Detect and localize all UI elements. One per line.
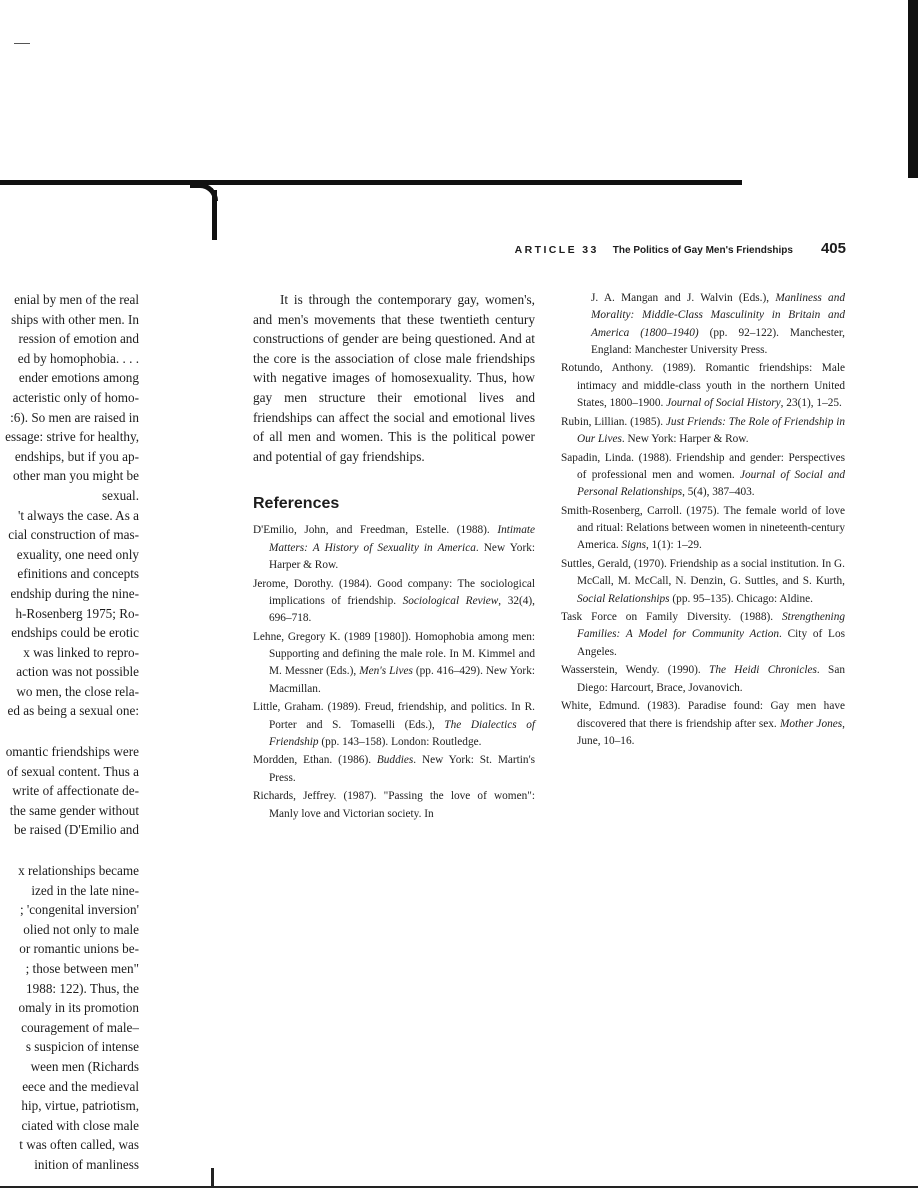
fragment-line: other man you might be [13, 468, 139, 484]
fragment-line: ed as being a sexual one: [7, 703, 139, 719]
reference-entry [253, 522, 535, 574]
paragraph-gap [0, 721, 139, 742]
fragment-line: action was not possible [16, 664, 139, 680]
reference-continuation [561, 290, 845, 359]
reference-entry [253, 752, 535, 787]
reference-title: Manliness and Morality: Middle-Class Masculinity in Britain and America (1800–1940) [591, 292, 845, 339]
fragment-line: the same gender without [9, 802, 139, 818]
reference-text: . New York: Harper & Row. [269, 541, 535, 571]
reference-text: , 5(4), 387–403. [682, 486, 755, 499]
reference-text: Lehne, Gregory K. (1989 [1980]). Homophobia among men: Supporting and defining the male role. In M. Kimmel and M. Messner (Eds.), [253, 630, 535, 678]
fragment-line: ween men (Richards [30, 1058, 139, 1074]
reference-text: Little, Graham. (1989). Freud, friendship, and politics. In R. Porter and S. Tomaselli (Eds.), [253, 701, 535, 731]
reference-title: The Dialectics of Friendship [269, 718, 535, 748]
fragment-line: exuality, one need only [16, 546, 139, 562]
gutter-shadow-rule [0, 180, 742, 185]
fragment-line: endships could be erotic [11, 625, 139, 641]
reference-title: Journal of Social History [666, 397, 781, 410]
reference-text: (pp. 416–429). New York: Macmillan. [269, 665, 535, 695]
reference-text: Rotundo, Anthony. (1989). Romantic friendships: Male intimacy and middle-class youth in the northern United States, 1800–1900. [561, 362, 845, 410]
reference-entry [253, 629, 535, 698]
paragraph-gap [0, 840, 139, 861]
fragment-line: x relationships became [18, 863, 139, 879]
reference-text: (pp. 95–135). Chicago: Aldine. [669, 592, 813, 605]
reference-title: Mother Jones [779, 717, 843, 730]
reference-entry [561, 360, 845, 412]
page-edge-bar [908, 0, 918, 178]
middle-column [253, 290, 535, 824]
reference-text: , 1(1): 1–29. [646, 539, 702, 552]
reference-text: J. A. Mangan and J. Walvin (Eds.), [591, 292, 776, 304]
fragment-line: 1988: 122). Thus, the [26, 980, 139, 996]
reference-text: , 32(4), 696–718. [269, 594, 535, 625]
reference-text: , 23(1), 1–25. [780, 397, 842, 410]
reference-text: Richards, Jeffrey. (1987). "Passing the love of women": Manly love and Victorian society. In [253, 790, 535, 820]
running-title: The Politics of Gay Men's Friendships [612, 245, 793, 256]
reference-text: Wasserstein, Wendy. (1990). [561, 664, 710, 677]
reference-title: The Heidi Chronicles [709, 664, 817, 677]
fragment-line: of sexual content. Thus a [7, 763, 139, 779]
fragment-line: inition of manliness [34, 1156, 139, 1172]
fragment-line: efinitions and concepts [17, 566, 139, 582]
reference-entry [561, 556, 845, 608]
fragment-line: couragement of male– [21, 1019, 139, 1035]
fragment-line: ed by homophobia. . . . [17, 350, 139, 366]
reference-entry [561, 450, 845, 502]
reference-title: Sociological Review [402, 594, 499, 607]
fragment-line: ender emotions among [18, 370, 139, 386]
fragment-line: x was linked to repro- [23, 644, 139, 660]
reference-title: Signs [621, 539, 647, 552]
reference-text: Sapadin, Linda. (1988). Friendship and gender: Perspectives of professional men and women. [561, 451, 845, 481]
reference-text: Jerome, Dorothy. (1984). Good company: The sociological implications of friendship. [253, 577, 535, 607]
references-list-col1 [253, 522, 535, 823]
fragment-line: ; 'congenital inversion' [19, 902, 139, 918]
reference-entry [561, 609, 845, 661]
reference-entry [561, 662, 845, 697]
body-paragraph: It is through the contemporary gay, women's, and men's movements that these twentieth century constructions of gender are being questioned. And at the core is the association of close male friendships with negative images of homosexuality. Thus, how gay men structure their emotional lives and friendships can affect the social and emotional lives of all men and women. This is the political power and potential of gay friendships. [253, 292, 535, 464]
fragment-line: sexual. [102, 487, 139, 503]
reference-entry [561, 698, 845, 750]
reference-title: Social Relationships [577, 592, 670, 605]
fragment-line: endship during the nine- [10, 585, 139, 601]
reference-title: Men's Lives [359, 665, 413, 678]
fragment-line: ships with other men. In [11, 311, 139, 327]
fragment-line: s suspicion of intense [25, 1039, 139, 1055]
fragment-line: or romantic unions be- [19, 941, 139, 957]
fragment-line: t was often called, was [19, 1137, 139, 1153]
fragment-line: h-Rosenberg 1975; Ro- [15, 605, 139, 621]
running-header [420, 240, 846, 262]
fragment-line: 't always the case. As a [17, 507, 139, 523]
fragment-line: hip, virtue, patriotism, [21, 1098, 139, 1114]
references-list-col2 [561, 360, 845, 750]
gutter-shadow-stem [212, 190, 217, 240]
reference-text: (pp. 143–158). London: Routledge. [318, 735, 482, 748]
reference-text: . New York: Harper & Row. [621, 432, 749, 445]
reference-entry [561, 414, 845, 449]
reference-title: Strengthening Families: A Model for Community Action [577, 611, 845, 641]
fragment-line: ression of emotion and [18, 331, 139, 347]
reference-text: Smith-Rosenberg, Carroll. (1975). The female world of love and ritual: Relations between women in nineteenth-century America. [561, 504, 845, 552]
right-column [561, 290, 845, 751]
reference-text: Suttles, Gerald, (1970). Friendship as a social institution. In G. McCall, M. McCall, N. Denzin, G. Suttles, and S. Kurth, [561, 557, 845, 588]
fragment-line: ciated with close male [21, 1117, 139, 1133]
reference-text: (pp. 92–122). Manchester, England: Manchester University Press. [591, 326, 845, 356]
reference-entry [253, 788, 535, 823]
fragment-line: enial by men of the real [14, 292, 139, 307]
fragment-line: acteristic only of homo- [12, 389, 139, 405]
fragment-line: omantic friendships were [5, 744, 139, 760]
fragment-line: omaly in its promotion [18, 1000, 139, 1016]
reference-text: . City of Los Angeles. [577, 628, 845, 658]
reference-entry [253, 699, 535, 751]
reference-title: Journal of Social and Personal Relationships [577, 468, 845, 499]
reference-text: White, Edmund. (1983). Paradise found: Gay men have discovered that there is friendship after sex. [561, 700, 845, 730]
margin-mark [14, 43, 30, 44]
reference-text: . San Diego: Harcourt, Brace, Jovanovich. [577, 664, 845, 694]
reference-title: Buddies [376, 754, 414, 767]
fragment-line: write of affectionate de- [12, 783, 139, 799]
reference-entry [561, 290, 845, 359]
fragment-line: eece and the medieval [22, 1078, 139, 1094]
fragment-line: ; those between men" [25, 961, 139, 976]
reference-title: Intimate Matters: A History of Sexuality in America [269, 524, 535, 554]
reference-text: , June, 10–16. [577, 717, 845, 747]
reference-text: D'Emilio, John, and Freedman, Estelle. (1988). [253, 524, 498, 537]
fragment-line: be raised (D'Emilio and [13, 822, 139, 838]
fragment-line: olied not only to male [23, 921, 139, 937]
reference-text: Task Force on Family Diversity. (1988). [561, 611, 783, 624]
previous-page-fragment [0, 290, 139, 1175]
reference-entry [561, 503, 845, 555]
page-number: 405 [820, 240, 846, 257]
reference-entry [253, 576, 535, 628]
fragment-line: endships, but if you ap- [14, 448, 139, 464]
references-heading: References [253, 495, 340, 513]
bottom-gutter-tick [211, 1168, 214, 1188]
reference-text: Mordden, Ethan. (1986). [253, 754, 377, 767]
reference-text: . New York: St. Martin's Press. [269, 754, 536, 784]
fragment-line: :6). So men are raised in [10, 409, 139, 425]
fragment-line: essage: strive for healthy, [5, 429, 139, 445]
fragment-line: ized in the late nine- [31, 882, 139, 898]
fragment-line: cial construction of mas- [8, 527, 139, 543]
reference-text: Rubin, Lillian. (1985). [561, 415, 666, 428]
article-label: ARTICLE 33 [514, 244, 599, 256]
fragment-line: wo men, the close rela- [16, 683, 139, 699]
reference-title: Just Friends: The Role of Friendship in Our Lives [577, 415, 845, 445]
